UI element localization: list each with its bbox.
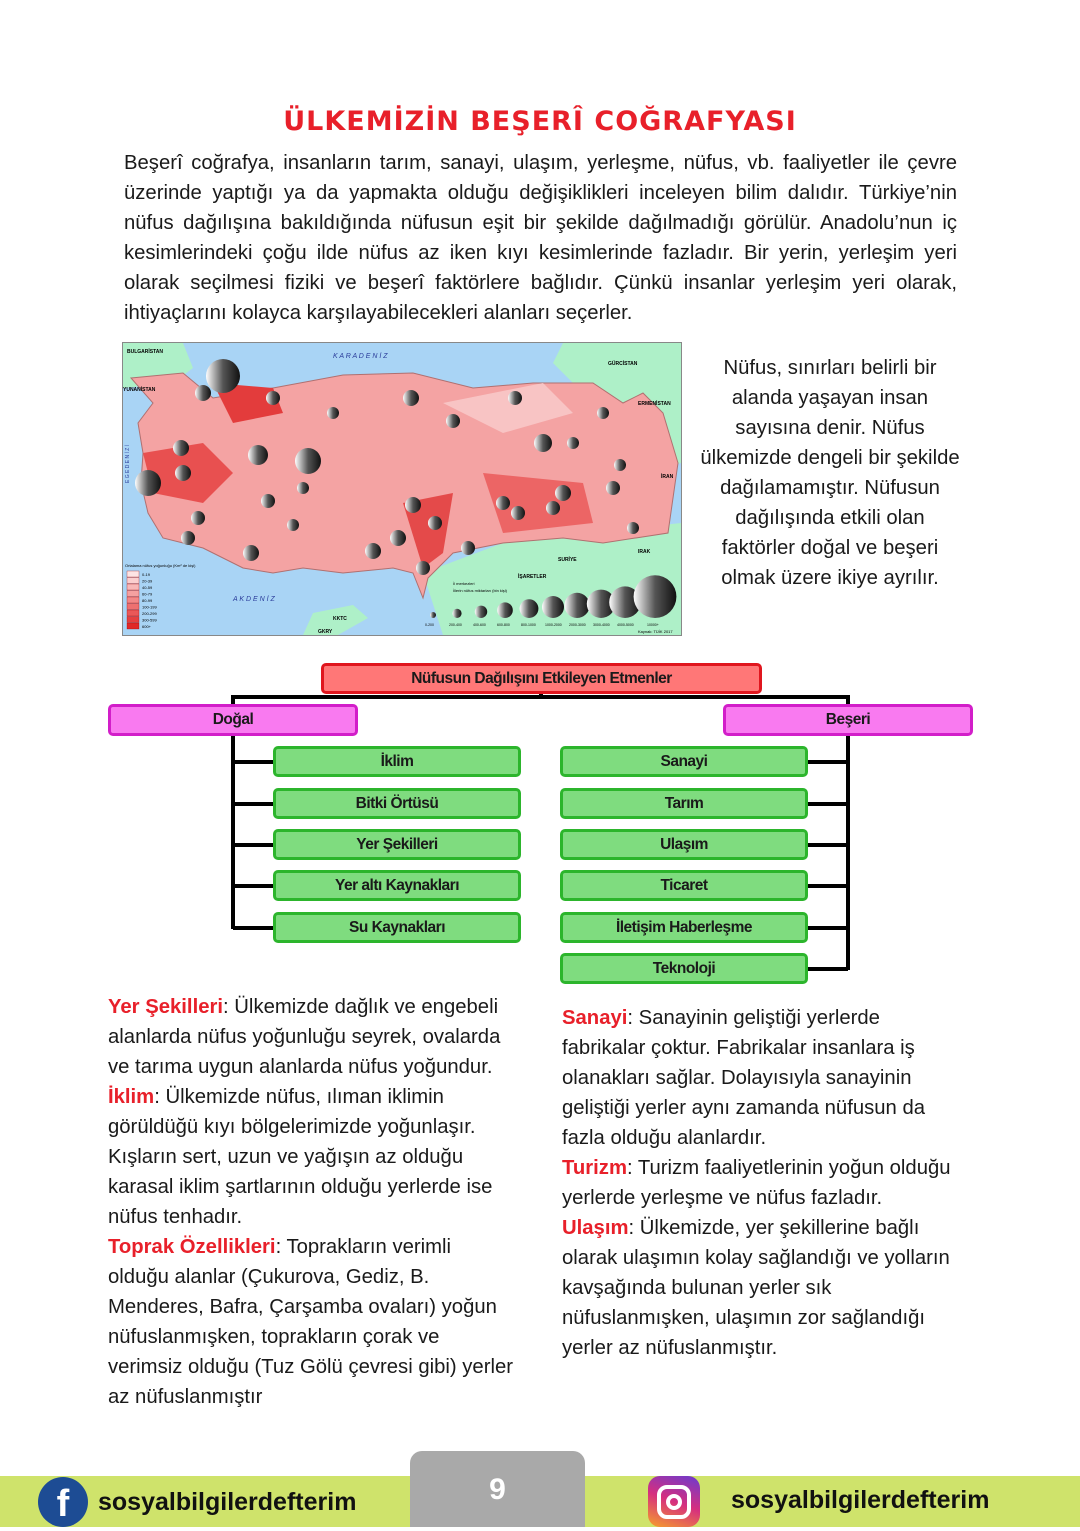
population-circle [614, 459, 626, 471]
size-legend-circle [430, 612, 436, 618]
population-circle [606, 481, 620, 495]
population-circle [627, 522, 639, 534]
description: : Ülkemizde, yer şekillerine bağlı olarak ulaşımın kolay sağlandığı ve yolların kavşağında bulunan yerler sık nüfuslanmışken, ulaşımın zor sağlandığı yerler az nüfuslanmıştır. [562, 1217, 950, 1359]
size-legend-label: 200-400 [449, 623, 462, 627]
diagram-natural: Doğal [108, 704, 358, 736]
population-circle [390, 530, 406, 546]
diagram-item: Bitki Örtüsü [273, 788, 521, 819]
density-label: 300-599 [142, 617, 157, 623]
population-circle [555, 485, 571, 501]
description: : Turizm faaliyetlerinin yoğun olduğu yerlerde yerleşme ve nüfus fazladır. [562, 1157, 951, 1209]
density-swatch [127, 617, 139, 623]
map-label-syria: SURİYE [558, 557, 577, 563]
term: Toprak Özellikleri [108, 1236, 276, 1258]
density-label: 600+ [142, 624, 152, 629]
size-legend-label: 4000-5000 [617, 623, 634, 627]
facebook-handle[interactable]: sosyalbilgilerdefterim [98, 1488, 357, 1516]
size-legend-label: 400-600 [473, 623, 486, 627]
population-circle [175, 465, 191, 481]
density-label: 20-39 [142, 578, 153, 584]
term: Yer Şekilleri [108, 996, 224, 1018]
intro-paragraph: Beşerî coğrafya, insanların tarım, sanayi, ulaşım, yerleşme, nüfus, vb. faaliyetler ile çevre üzerinde yaptığı ya da yapmakta olduğu değişiklikleri inceleyen bilim dalıdır. Türkiye’nin nüfus dağılışına bakıldığında nüfusun eşit bir şekilde dağılmadığı görülür. Anadolu’nun iç kesimlerindeki çoğu ilde nüfus az iken kıyı kesimlerinde fazladır. Bir yerin, yerleşim yeri olarak seçilmesi fiziki ve beşerî faktörlere bağlıdır. Çünkü insanlar yerleşim yeri olarak, ihtiyaçlarını kolayca karşılayabilecekleri alanları seçerler. [124, 152, 957, 324]
size-legend-circle [475, 606, 487, 618]
paragraph [562, 1003, 962, 1153]
map-label-georgia: GÜRCİSTAN [608, 361, 638, 367]
diagram-item: Yer altı Kaynakları [273, 870, 521, 901]
population-circle [403, 390, 419, 406]
density-label: 80-99 [142, 598, 153, 603]
density-swatch [127, 610, 139, 616]
population-circle [546, 501, 560, 515]
map-label-bulgaria: BULGARİSTAN [127, 349, 164, 355]
density-label: 200-299 [142, 611, 157, 616]
population-circle [248, 445, 268, 465]
diagram-item: İklim [273, 746, 521, 777]
size-legend-circle [634, 575, 677, 618]
population-circle [191, 511, 205, 525]
size-legend-label: 800-1000 [521, 623, 536, 627]
map-legend-circle: İllerin nüfus miktarları (bin kişi) [453, 588, 508, 593]
population-circle [567, 437, 579, 449]
density-swatch [127, 591, 139, 597]
population-circle [496, 496, 510, 510]
population-map [122, 342, 682, 636]
population-circle [295, 448, 321, 474]
diagram-item: Teknoloji [560, 953, 808, 984]
diagram-item: Yer Şekilleri [273, 829, 521, 860]
size-legend-circle [452, 609, 461, 618]
description: : Toprakların verimli olduğu alanlar (Çukurova, Gediz, B. Menderes, Bafra, Çarşamba ovaları) yoğun nüfuslanmışken, toprakların çorak ve verimsiz olduğu (Tuz Gölü çevresi gibi) yerler az nüfuslanmıştır [108, 1236, 514, 1408]
right-column [562, 1003, 962, 1363]
density-swatch [127, 571, 139, 577]
population-circle [327, 407, 339, 419]
population-circle [511, 506, 525, 520]
map-source: Kaynak: TÜİK 2017 [638, 629, 673, 634]
density-label: 40-59 [142, 585, 153, 590]
population-circle [173, 440, 189, 456]
map-label-armenia: ERMENİSTAN [638, 401, 671, 407]
size-legend-circle [542, 596, 564, 618]
map-legend-title: İŞARETLER [518, 574, 547, 580]
diagram-item: Ticaret [560, 870, 808, 901]
connector [806, 884, 848, 888]
paragraph [108, 1082, 513, 1232]
density-swatch [127, 597, 139, 603]
size-legend-label: 0-200 [425, 623, 434, 627]
population-circle [287, 519, 299, 531]
population-circle [206, 359, 240, 393]
diagram-item: Ulaşım [560, 829, 808, 860]
connector [233, 760, 275, 764]
map-label-kktc: KKTC [333, 616, 347, 622]
term: Turizm [562, 1157, 627, 1179]
page-title: ÜLKEMİZİN BEŞERÎ COĞRAFYASI [283, 106, 797, 137]
population-circle [261, 494, 275, 508]
density-label: 0-19 [142, 572, 151, 577]
connector [233, 884, 275, 888]
description: : Sanayinin geliştiği yerlerde fabrikalar çoktur. Fabrikalar insanlara iş olanakları sağlar. Dolayısıyla sanayinin geliştiği yerler aynı zamanda nüfusun da fazla olduğu alanlardır. [562, 1007, 926, 1149]
map-label-gkry: GKRY [318, 629, 333, 635]
size-legend-label: 1000-2000 [545, 623, 562, 627]
facebook-icon[interactable]: f [38, 1477, 88, 1527]
size-legend-label: 2000-3000 [569, 623, 586, 627]
connector [233, 843, 275, 847]
map-label-mediterranean: A K D E N İ Z [233, 596, 275, 603]
population-circle [135, 470, 161, 496]
diagram-human: Beşeri [723, 704, 973, 736]
instagram-icon[interactable] [648, 1476, 700, 1527]
population-circle [365, 543, 381, 559]
population-circle [195, 385, 211, 401]
population-circle [446, 414, 460, 428]
map-legend-dot: İl merkezleri [453, 581, 475, 586]
connector [806, 802, 848, 806]
map-label-greece: YUNANİSTAN [123, 387, 156, 393]
size-legend-circle [497, 602, 513, 618]
map-label-iran: İRAN [661, 474, 674, 480]
population-circle [405, 497, 421, 513]
page-number: 9 [410, 1451, 585, 1527]
size-legend-label: 600-800 [497, 623, 510, 627]
population-circle [508, 391, 522, 405]
population-circle [461, 541, 475, 555]
density-swatch [127, 623, 139, 629]
population-circle [266, 391, 280, 405]
term: İklim [108, 1086, 155, 1108]
paragraph [108, 992, 513, 1082]
paragraph [562, 1213, 962, 1363]
size-legend-label: 10000+ [647, 623, 659, 627]
density-swatch [127, 578, 139, 584]
population-circle [181, 531, 195, 545]
map-label-iraq: IRAK [638, 549, 651, 555]
map-label-aegean: E G E D E N İ Z İ [125, 444, 131, 483]
paragraph [108, 1232, 513, 1412]
population-circle [534, 434, 552, 452]
map-label-black-sea: K A R A D E N İ Z [333, 353, 388, 360]
connector [806, 967, 848, 971]
description: : Ülkemizde dağlık ve engebeli alanlarda nüfus yoğunluğu seyrek, ovalarda ve tarıma uygun alanlarda nüfus yoğundur. [108, 996, 501, 1078]
population-circle [416, 561, 430, 575]
instagram-handle[interactable]: sosyalbilgilerdefterim [731, 1486, 990, 1514]
left-column [108, 992, 513, 1412]
size-legend-label: 3000-4000 [593, 623, 610, 627]
diagram-item: Tarım [560, 788, 808, 819]
size-legend-circle [564, 593, 589, 618]
connector [233, 926, 275, 930]
population-definition: Nüfus, sınırları belirli bir alanda yaşayan insan sayısına denir. Nüfus ülkemizde dengeli bir şekilde dağılamamıştır. Nüfusun dağılışında etkili olan faktörler doğal ve beşeri olmak üzere ikiye ayrılır. [700, 357, 960, 589]
density-swatch [127, 604, 139, 610]
density-label: 100-199 [142, 604, 157, 610]
connector [806, 926, 848, 930]
connector [806, 843, 848, 847]
population-circle [243, 545, 259, 561]
density-swatch [127, 584, 139, 590]
diagram-root: Nüfusun Dağılışını Etkileyen Etmenler [321, 663, 762, 694]
connector [806, 760, 848, 764]
population-circle [297, 482, 309, 494]
diagram-item: Sanayi [560, 746, 808, 777]
connector [233, 802, 275, 806]
population-circle [428, 516, 442, 530]
diagram-item: Su Kaynakları [273, 912, 521, 943]
density-label: 60-79 [142, 591, 153, 597]
population-circle [597, 407, 609, 419]
paragraph [562, 1153, 962, 1213]
term: Sanayi [562, 1007, 628, 1029]
term: Ulaşım [562, 1217, 629, 1239]
map-density-title: Ortalama nüfus yoğunluğu (Km² de kişi) [125, 563, 196, 568]
size-legend-circle [520, 599, 539, 618]
diagram-item: İletişim Haberleşme [560, 912, 808, 943]
description: : Ülkemizde nüfus, ılıman iklimin görüldüğü kıyı bölgelerimizde yoğunlaşır. Kışların sert, uzun ve yağışın az olduğu karasal iklim şartlarının olduğu yerlerde ise nüfus tenhadır. [108, 1086, 493, 1228]
